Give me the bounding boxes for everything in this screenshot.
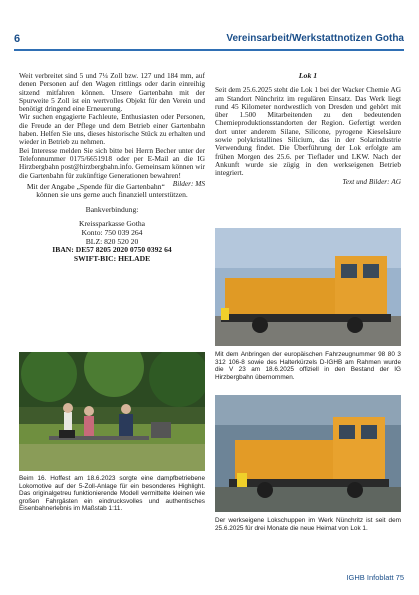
contact-paragraph: Bei Interesse melden Sie sich bitte bei Herrn Becher unter der Telefonnummer 0175/6651918 oder per E-Mail an die IG Hirzbergbahn post@hirzbergbahn.info. Gemeinsam können wir die Gartenbahn für zukünftige Generationen bewahren! Bilder: MS: [19, 145, 205, 188]
article-credit: Text und Bilder: AG: [342, 176, 401, 186]
loco-photo-2-caption: Der werkseigene Lokschuppen im Werk Nünchritz ist seit dem 25.6.2025 für drei Monate die neue Heimat von Lok 1.: [215, 517, 401, 532]
article-title: Lok 1: [298, 71, 318, 80]
bank-line: SWIFT-BIC: HELADE: [73, 253, 151, 263]
section-title: Vereinsarbeit/Werkstattnotizen Gotha: [226, 33, 404, 44]
intro-paragraph: Weit verbreitet sind 5 und 7¼ Zoll bzw. 127 und 184 mm, auf denen Personen auf den Wagen rittlings oder darin einreihig sitzend mitfahren können. Unsere Gartenbahn mit der Spurweite 5 Zoll ist ein wertvolles Objekt für den Verein und benötigt dringend eine Erneuerung.: [19, 71, 205, 114]
locomotive-shed-photo: [215, 395, 401, 512]
footer-issue: IGHB Infoblatt 75: [346, 573, 404, 582]
garden-photo-caption: Beim 16. Hoffest am 18.6.2023 sorgte eine dampfbetriebene Lokomotive auf der 5-Zoll-Anlage für ein besonderes Highlight. Das originalgetreu funktionierende Modell vermittelte kleinen wie großen Fahrgästen ein eindrucksvolles und authentisches Eisenbahnerlebnis im Maßstab 1:11.: [19, 475, 205, 513]
photo-credit: Bilder: MS: [172, 178, 205, 188]
page-number: 6: [14, 33, 21, 45]
garden-railway-photo: [19, 352, 205, 471]
appeal-paragraph: Wir suchen engagierte Fachleute, Enthusiasten oder Personen, die Freude an der Pflege und dem Betrieb einer Gartenbahn haben. Helfen Sie uns, dieses historische Stück zu erhalten und wieder in Betrieb zu nehmen.: [19, 112, 205, 147]
locomotive-photo: [215, 228, 401, 346]
bank-line: Konto: 750 039 264: [81, 227, 143, 237]
left-column: [19, 72, 205, 263]
bank-line: IBAN: DE57 8205 2020 0750 0392 64: [52, 245, 172, 255]
bank-heading: Bankverbindung:: [85, 205, 139, 215]
bank-line: BLZ: 820 520 20: [85, 236, 139, 246]
header-rule: [14, 49, 404, 51]
page-header: [14, 33, 404, 47]
donation-note: Mit der Angabe „Spende für die Gartenbahn“ können sie uns gerne auch finanziell unterstützen.: [26, 181, 188, 200]
lok-paragraph: Seit dem 25.6.2025 steht die Lok 1 bei der Wacker Chemie AG am Standort Nünchritz im regulären Einsatz. Das Werk liegt rund 45 Kilometer nordwestlich von Dresden und gehört mit über 1.500 Mitarbeitenden zu den bedeutenden Chemieproduktionsstandorten der Region. Gefertigt werden dort unter anderem Silane, Silicone, pyrogene Kieselsäure sowie polykristallines Silicium, das in der Solarindustrie Verwendung findet. Die Überführung der Lok erfolgte am frühen Morgen des 25.6. per Tieflader und LKW. Nach der Ankunft wurde sie zügig in den werkseigenen Betrieb integriert.: [215, 85, 401, 178]
bank-line: Kreissparkasse Gotha: [78, 219, 145, 229]
right-column: [215, 72, 401, 186]
loco-photo-1-caption: Mit dem Anbringen der europäischen Fahrzeugnummer 98 80 3 312 106-8 sowie des Halterkürzels D-IGHB am Rahmen wurde die V 23 am 18.6.2025 offiziell in den Bestand der IG Hirzbergbahn übernommen.: [215, 351, 401, 381]
